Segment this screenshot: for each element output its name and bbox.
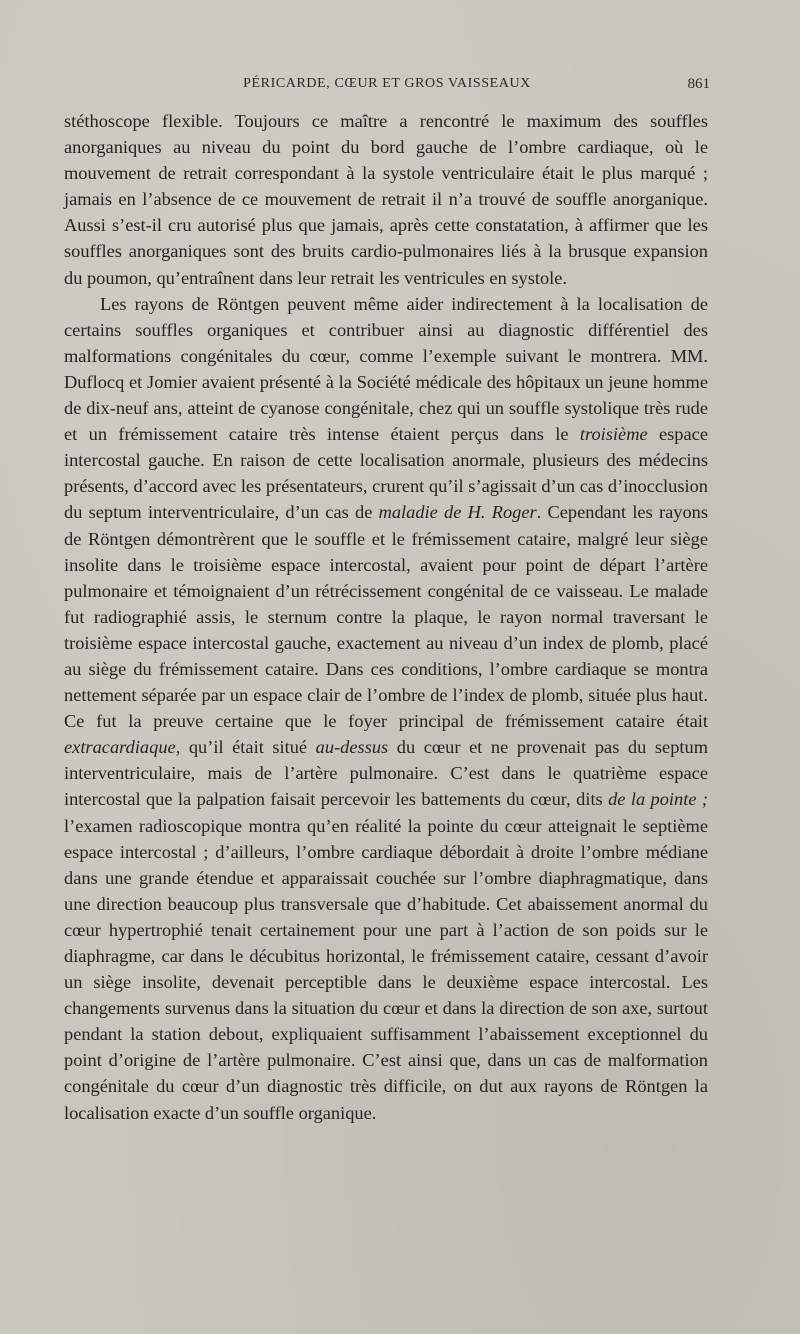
- italic-segment: troisième: [579, 424, 648, 445]
- text-segment: du cœur et ne provenait pas du septum interventriculaire, mais de l’artère pulmonaire. C’est dans le quatrième espace intercostal que la palpation faisait percevoir les battements du cœur, dits: [64, 737, 708, 810]
- page-number: 861: [687, 76, 710, 92]
- italic-segment: extracardiaque: [64, 737, 176, 758]
- running-title: PÉRICARDE, CŒUR ET GROS VAISSEAUX: [243, 76, 531, 91]
- paragraph-continued: [64, 108, 708, 291]
- body-text: [64, 108, 708, 1126]
- italic-segment: de la pointe ;: [608, 789, 708, 810]
- paragraph-rontgen-localisation: [64, 291, 708, 1126]
- text-segment: Les rayons de Röntgen peuvent même aider indirectement à la localisation de certains souffles organiques et contribuer ainsi au diagnostic différentiel des malformations congénitales du cœur, comme l’exemple suivant le montrera. MM. Duflocq et Jomier avaient présenté à la Société médicale des hôpitaux un jeune homme de dix-neuf ans, atteint de cyanose congénitale, chez qui un souffle systolique très rude et un frémissement cataire très intense étaient perçus dans le: [64, 293, 708, 445]
- text-segment: stéthoscope flexible. Toujours ce maître a rencontré le maximum des souffles anorganiques au niveau du point du bord gauche de l’ombre cardiaque, où le mouvement de retrait correspondant à la systole ventriculaire était le plus marqué ; jamais en l’absence de ce mouvement de retrait il n’a trouvé de souffle anorganique. Aussi s’est-il cru autorisé plus que jamais, après cette constatation, à affirmer que les souffles anorganiques sont des bruits cardio-pulmonaires liés à la brusque expansion du poumon, qu’entraînent dans leur retrait les ventricules en systole.: [64, 111, 708, 288]
- text-segment: , qu’il était situé: [175, 737, 316, 758]
- text-segment: espace intercostal gauche. En raison de cette localisation anormale, plusieurs des médecins présents, d’accord avec les présentateurs, crurent qu’il s’agissait d’un cas d’inocclusion du septum interventriculaire, d’un cas de: [64, 424, 708, 523]
- running-head: [64, 76, 710, 96]
- text-segment: l’examen radioscopique montra qu’en réalité la pointe du cœur atteignait le septième espace intercostal ; d’ailleurs, l’ombre cardiaque débordait à droite l’ombre médiane dans une grande étendue et apparaissait couchée sur l’ombre diaphragmatique, dans une direction beaucoup plus transversale que d’habitude. Cet abaissement anormal du cœur hypertrophié tenait certainement pour une part à l’action de son poids sur le diaphragme, car dans le décubitus horizontal, le frémissement cataire, cessant d’avoir un siège insolite, devenait perceptible dans le deuxième espace intercostal. Les changements survenus dans la situation du cœur et dans la direction de son axe, surtout pendant la station debout, expliquaient suffisamment l’abaissement exceptionnel du point d’origine de l’artère pulmonaire. C’est ainsi que, dans un cas de malformation congénitale du cœur d’un diagnostic très difficile, on dut aux rayons de Röntgen la localisation exacte d’un souffle organique.: [64, 815, 708, 1123]
- text-segment: . Cependant les rayons de Röntgen démontrèrent que le souffle et le frémissement cataire, malgré leur siège insolite dans le troisième espace intercostal, avaient pour point de départ l’artère pulmonaire et témoignaient d’un rétrécissement congénital de ce vaisseau. Le malade fut radiographié assis, le sternum contre la plaque, le rayon normal traversant le troisième espace intercostal gauche, exactement au niveau d’un index de plomb, placé au siège du frémissement cataire. Dans ces conditions, l’ombre cardiaque se montra nettement séparée par un espace clair de l’ombre de l’index de plomb, située plus haut. Ce fut la preuve certaine que le foyer principal de frémissement cataire était: [64, 502, 708, 732]
- italic-segment: au-dessus: [315, 737, 389, 758]
- italic-segment: maladie de H. Roger: [378, 502, 537, 523]
